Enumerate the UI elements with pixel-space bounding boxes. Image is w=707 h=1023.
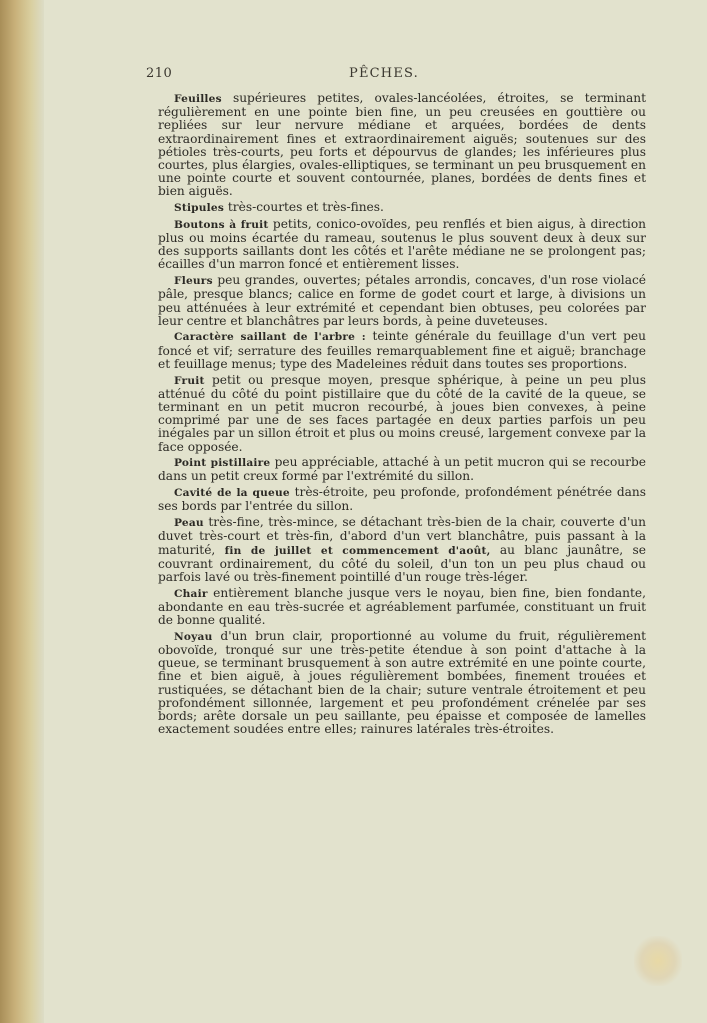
page-number: 210 — [146, 66, 173, 81]
term-label: Noyau — [174, 630, 213, 643]
paragraph-text: teinte générale du feuillage d'un vert peu foncé et vif; serrature des feuilles remarquablement fine et aiguë; branchage et feuillage menus; type des Madeleines réduit dans toutes ses proportions. — [158, 329, 646, 371]
ripening-period: fin de juillet et commencement d'août, — [224, 544, 491, 557]
paragraph-cavite — [158, 486, 646, 513]
paragraph-text: au blanc jaunâtre, se couvrant ordinairement, du côté du soleil, d'un ton un peu plus chaud ou parfois lavé ou très-finement pointillé d'un rouge très-léger. — [158, 542, 646, 584]
paragraph-point-pistillaire — [158, 456, 646, 483]
paragraph-chair — [158, 587, 646, 628]
paragraph-fruit — [158, 374, 646, 454]
running-header — [146, 66, 606, 84]
paragraph-fleurs — [158, 274, 646, 328]
term-label: Stipules — [174, 202, 225, 215]
text-body — [158, 92, 646, 739]
paragraph-text: très-étroite, peu profonde, profondément pénétrée dans ses bords par l'entrée du sillon. — [158, 485, 646, 514]
paragraph-text: peu appréciable, attaché à un petit mucron qui se recourbe dans un petit creux formé par l'extrémité du sillon. — [158, 455, 646, 484]
paragraph-text: très-courtes et très-fines. — [224, 200, 384, 215]
paragraph-boutons — [158, 218, 646, 272]
paragraph-text: entièrement blanche jusque vers le noyau, bien fine, bien fondante, abondante en eau très-sucrée et agréablement parfumée, constituant un fruit de bonne qualité. — [158, 585, 646, 628]
term-label: Point pistillaire — [174, 457, 271, 470]
term-label: Fruit — [174, 374, 205, 387]
term-label: Fleurs — [174, 275, 213, 288]
paragraph-text: petit ou presque moyen, presque sphérique, à peine un peu plus atténué du côté du point pistillaire que du côté de la cavité de la queue, se terminant en un petit mucron recourbé, à joues bien convexes, à peine comprimé par une de ses faces partagée en deux parties parfois un peu inégales par un sillon étroit et plus ou moins creusé, largement convexe par la face opposée. — [158, 372, 646, 454]
book-gutter — [0, 0, 44, 1023]
paragraph-text: peu grandes, ouvertes; pétales arrondis, concaves, d'un rose violacé pâle, presque blancs; calice en forme de godet court et large, à divisions un peu atténuées à leur extrémité et cependant bien obtuses, peu colorées par leur centre et blanchâtres par leurs bords, à peine duveteuses. — [158, 273, 646, 328]
term-label: Feuilles — [174, 93, 222, 105]
running-title: PÊCHES. — [349, 66, 419, 81]
paragraph-stipules — [158, 201, 646, 215]
paragraph-peau — [158, 516, 646, 584]
paragraph-caractere — [158, 330, 646, 371]
term-label: Chair — [174, 587, 208, 600]
term-label: Peau — [174, 517, 204, 530]
term-label: Cavité de la queue — [174, 487, 290, 500]
paragraph-text: très-fine, très-mince, se détachant très-bien de la chair, couverte d'un duvet très-court et très-fin, d'abord d'un vert blanchâtre, puis passant à la maturité, — [158, 515, 646, 557]
paper-stain — [634, 936, 682, 986]
paragraph-text: petits, conico-ovoïdes, peu renflés et bien aigus, à direction plus ou moins écartée du rameau, soutenus le plus souvent deux à deux sur des supports saillants dont les côtés et l'arête médiane ne se prolongent pas; écailles d'un marron foncé et entièrement lisses. — [158, 216, 647, 272]
term-label: Caractère saillant de l'arbre : — [174, 331, 366, 344]
paragraph-noyau — [158, 630, 646, 737]
paragraph-text: supérieures petites, ovales-lancéolées, étroites, se terminant régulièrement en une pointe bien fine, un peu creusées en gouttière ou repliées sur leur nervure médiane et arquées, bordées de dents extraordinairement fines et extraordinairement aiguës; soutenues sur des pétioles très-courts, peu forts et dépourvus de glandes; les inférieures plus courtes, plus élargies, ovales-elliptiques, se terminant un peu brusquement en une pointe courte et souvent contournée, planes, bordées de dents fines et bien aiguës. — [158, 91, 646, 199]
term-label: Boutons à fruit — [174, 218, 269, 231]
paragraph-text: d'un brun clair, proportionné au volume du fruit, régulièrement obovoïde, tronqué sur une très-petite étendue à son point d'attache à la queue, se terminant brusquement à son autre extrémité en une pointe courte, fine et bien aiguë, à joues régulièrement bombées, finement trouées et rustiquées, se détachant bien de la chair; suture ventrale étroitement et peu profondément sillonnée, largement et peu profondément crénelée par ses bords; arête dorsale un peu saillante, peu épaisse et composée de lamelles exactement soudées entre elles; rainures latérales très-étroites. — [158, 628, 646, 737]
paragraph-feuilles — [158, 92, 646, 199]
